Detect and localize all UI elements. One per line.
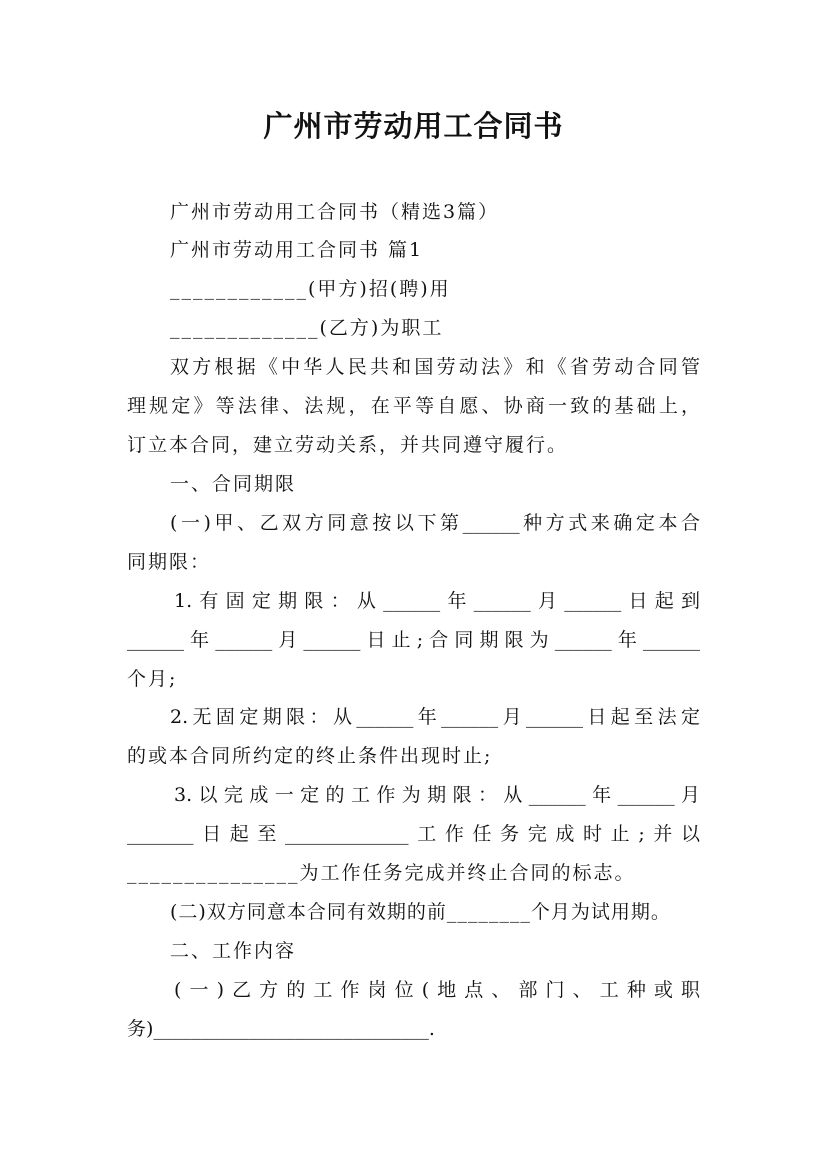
paragraph-line: 个月;: [127, 668, 178, 690]
paragraph-line: 的或本合同所约定的终止条件出现时止;: [127, 745, 493, 767]
paragraph-line: 同期限：: [127, 551, 212, 573]
paragraph-line: 2.无固定期限：从______年______月______日起至法定: [170, 706, 700, 728]
paragraph-line: 务)_____________________________.: [127, 1018, 435, 1040]
clause-heading: 一、合同期限: [170, 473, 297, 495]
paragraph-line: 1.有固定期限：从______年______月______日起到: [174, 590, 700, 612]
paragraph-line: 双方根据《中华人民共和国劳动法》和《省劳动合同管: [170, 356, 700, 378]
subtitle-line: 广州市劳动用工合同书（精选3篇）: [170, 201, 500, 223]
paragraph-line: _______日起至_____________工作任务完成时止;并以: [127, 823, 700, 845]
paragraph-line: 订立本合同，建立劳动关系，并共同遵守履行。: [127, 434, 569, 456]
paragraph-line: (一)甲、乙双方同意按以下第______种方式来确定本合: [170, 512, 700, 534]
paragraph-line: (一)乙方的工作岗位(地点、部门、工种或职: [174, 979, 700, 1001]
clause-heading: 二、工作内容: [170, 940, 297, 962]
paragraph-line: (二)双方同意本合同有效期的前________个月为试用期。: [170, 901, 671, 923]
section-heading: 广州市劳动用工合同书 篇1: [170, 239, 424, 261]
party-a-line: ____________(甲方)招(聘)用: [170, 278, 451, 300]
paragraph-line: 理规定》等法律、法规，在平等自愿、协商一致的基础上，: [127, 395, 700, 417]
paragraph-line: ______年______月______日止;合同期限为______年______: [127, 629, 700, 651]
paragraph-line: _______________为工作任务完成并终止合同的标志。: [127, 862, 636, 884]
paragraph-line: 3.以完成一定的工作为期限：从______年______月: [174, 784, 700, 806]
document-title: 广州市劳动用工合同书: [263, 109, 564, 143]
party-b-line: _____________(乙方)为职工: [170, 317, 444, 339]
